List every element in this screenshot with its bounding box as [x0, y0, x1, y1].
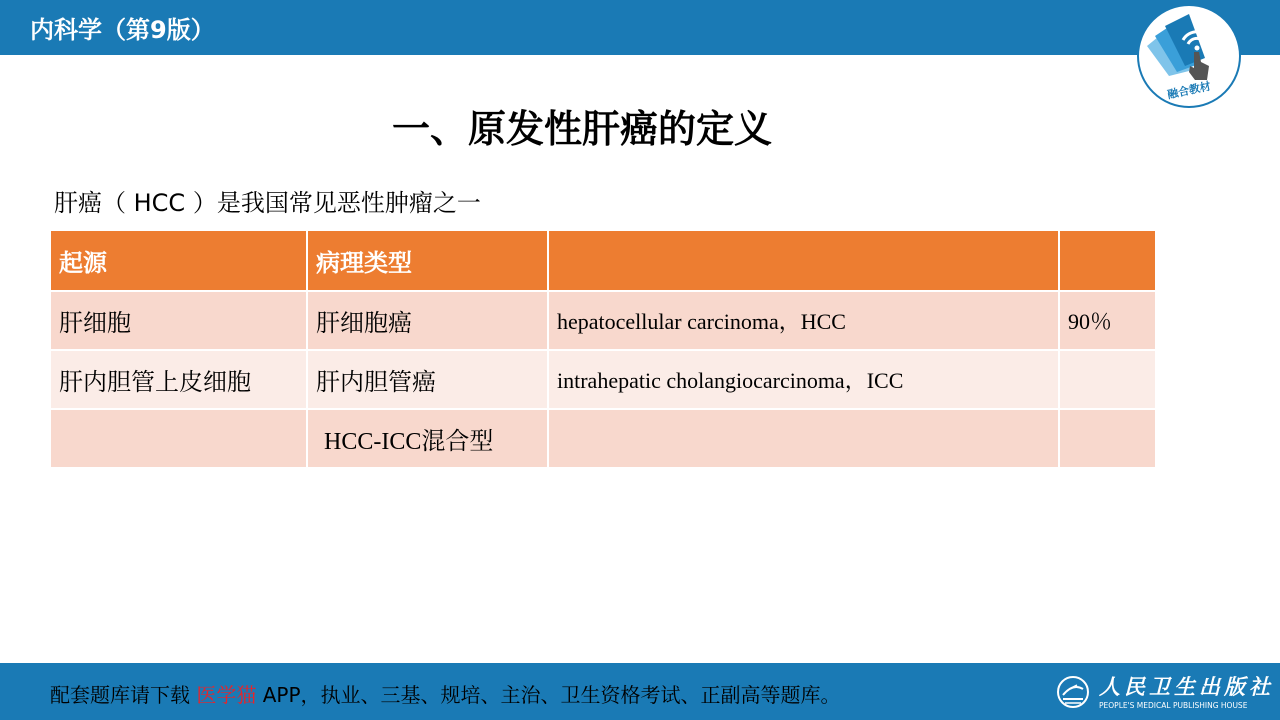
header-origin: 起源: [51, 231, 307, 291]
table-row: [51, 409, 1156, 468]
table-row: [51, 291, 1156, 350]
cell-pathology-type: 肝内胆管癌: [307, 350, 548, 409]
cell-english-name: hepatocellular carcinoma，HCC: [548, 291, 1059, 350]
cell-origin: [51, 409, 307, 468]
cell-origin: 肝细胞: [51, 291, 307, 350]
footer-bar: [0, 663, 1280, 720]
intro-text: 肝癌（ HCC ）是我国常见恶性肿瘤之一: [54, 189, 481, 217]
page-title: 一、原发性肝癌的定义: [391, 107, 772, 151]
footer-suffix: APP，执业、三基、规培、主治、卫生资格考试、正副高等题库。: [256, 683, 841, 707]
cell-origin: 肝内胆管上皮细胞: [51, 350, 307, 409]
app-name-link[interactable]: 医学猫: [196, 683, 257, 707]
publisher-name: 人民卫生出版社: [1099, 674, 1274, 699]
badge-label: 融合教材: [1166, 79, 1212, 102]
cell-proportion: [1059, 350, 1156, 409]
header-proportion: [1059, 231, 1156, 291]
header-english-name: [548, 231, 1059, 291]
footer-notice: [50, 679, 841, 708]
table-row: [51, 350, 1156, 409]
cell-english-name: [548, 409, 1059, 468]
cell-pathology-type: 肝细胞癌: [307, 291, 548, 350]
definition-table: [51, 231, 1157, 469]
cell-pathology-type: HCC-ICC混合型: [307, 409, 548, 468]
book-title: 内科学（第9版）: [30, 16, 215, 44]
cell-english-name: intrahepatic cholangiocarcinoma，ICC: [548, 350, 1059, 409]
fusion-textbook-badge[interactable]: [1137, 4, 1241, 108]
top-header-bar: [0, 0, 1280, 55]
cell-proportion: [1059, 409, 1156, 468]
publisher-emblem-icon: [1055, 675, 1091, 709]
table-header-row: [51, 231, 1156, 291]
footer-prefix: 配套题库请下载: [50, 683, 197, 707]
header-pathology-type: 病理类型: [307, 231, 548, 291]
publisher-logo: [1055, 669, 1274, 715]
cell-proportion: 90％: [1059, 291, 1156, 350]
publisher-english-name: PEOPLE'S MEDICAL PUBLISHING HOUSE: [1099, 701, 1248, 710]
